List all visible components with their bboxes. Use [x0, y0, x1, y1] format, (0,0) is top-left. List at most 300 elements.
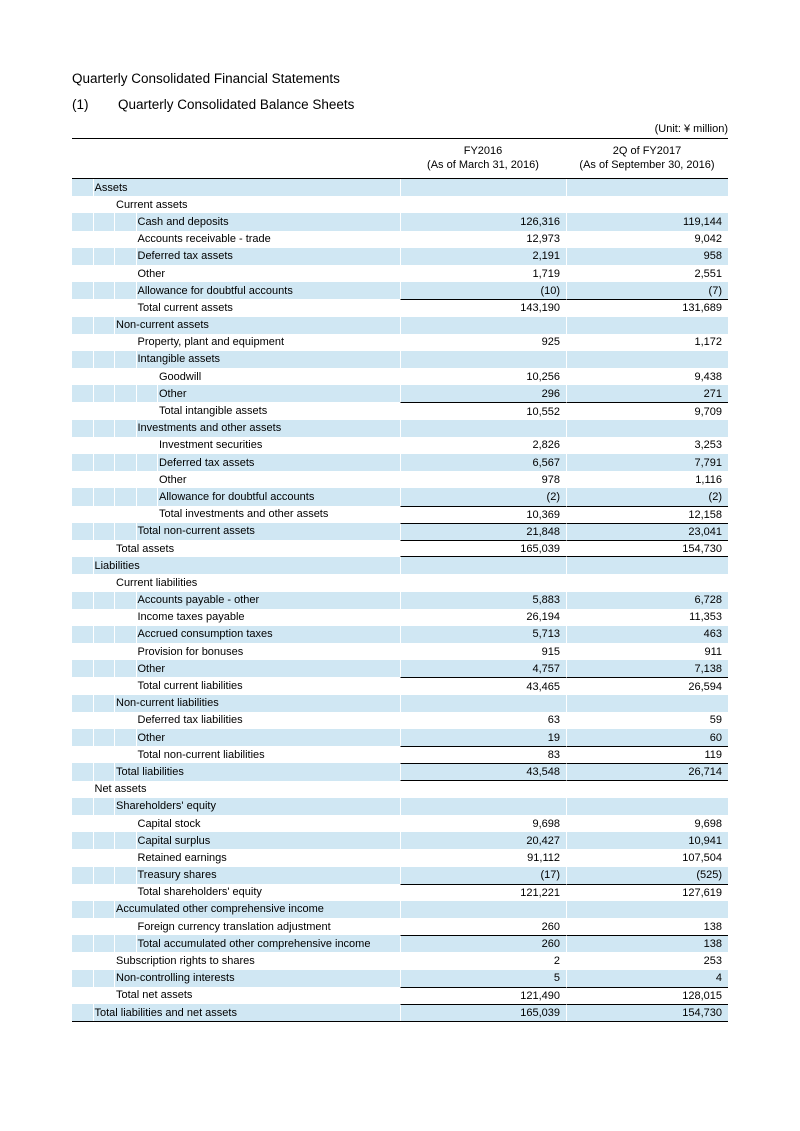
indent-spacer [94, 763, 116, 780]
table-row [72, 334, 728, 351]
indent-spacer [72, 626, 94, 643]
table-row [72, 677, 728, 694]
table-row [72, 746, 728, 763]
indent-spacer [115, 420, 137, 437]
indent-spacer [115, 231, 137, 248]
indent-spacer [94, 471, 116, 488]
indent-spacer [72, 712, 94, 729]
row-label-cell [72, 626, 400, 643]
table-row [72, 781, 728, 798]
indent-spacer [94, 815, 116, 832]
value-2q-fy2017: 107,504 [566, 849, 728, 866]
indent-spacer [72, 746, 94, 763]
row-label: Total shareholders' equity [137, 886, 262, 899]
indent-spacer [94, 643, 116, 660]
row-label-cell [72, 574, 400, 591]
row-label: Total liabilities [116, 765, 184, 778]
value-fy2016: 296 [400, 385, 566, 402]
row-label: Non-current assets [116, 319, 209, 332]
table-row [72, 918, 728, 935]
indent-spacer [94, 420, 116, 437]
row-label-cell [72, 540, 400, 557]
table-row [72, 970, 728, 987]
unit-note: (Unit: ¥ million) [654, 123, 728, 135]
row-label-cell [72, 952, 400, 969]
row-label: Deferred tax assets [159, 456, 255, 469]
indent-spacer [72, 334, 94, 351]
row-label: Total current assets [137, 301, 233, 314]
table-row [72, 763, 728, 780]
indent-spacer [115, 402, 137, 419]
indent-spacer [115, 918, 137, 935]
table-row [72, 402, 728, 419]
table-body [72, 179, 728, 1022]
indent-spacer [72, 677, 94, 694]
indent-spacer [72, 351, 94, 368]
table-row [72, 231, 728, 248]
value-2q-fy2017 [566, 196, 728, 213]
indent-spacer [115, 385, 137, 402]
row-label-cell [72, 351, 400, 368]
row-label-cell [72, 712, 400, 729]
value-fy2016: 10,552 [400, 402, 566, 419]
value-fy2016: 5,883 [400, 592, 566, 609]
document-title: Quarterly Consolidated Financial Statements [72, 71, 340, 86]
indent-spacer [72, 592, 94, 609]
value-2q-fy2017: (7) [566, 282, 728, 299]
row-label-cell [72, 317, 400, 334]
indent-spacer [115, 832, 137, 849]
value-fy2016: 6,567 [400, 454, 566, 471]
value-fy2016 [400, 196, 566, 213]
table-row [72, 523, 728, 540]
row-label-cell [72, 832, 400, 849]
indent-spacer [94, 523, 116, 540]
row-label-cell [72, 884, 400, 901]
indent-spacer [72, 1004, 94, 1021]
row-label-cell [72, 763, 400, 780]
row-label: Capital stock [137, 817, 201, 830]
row-label-cell [72, 402, 400, 419]
indent-spacer [115, 626, 137, 643]
value-2q-fy2017: 6,728 [566, 592, 728, 609]
row-label-cell [72, 660, 400, 677]
row-label-cell [72, 815, 400, 832]
row-label: Accrued consumption taxes [137, 628, 273, 641]
indent-spacer [94, 867, 116, 884]
row-label-cell [72, 592, 400, 609]
indent-spacer [94, 437, 116, 454]
table-row [72, 506, 728, 523]
row-label: Foreign currency translation adjustment [137, 920, 331, 933]
indent-spacer [72, 402, 94, 419]
row-label-cell [72, 609, 400, 626]
row-label: Total assets [116, 542, 175, 555]
indent-spacer [115, 213, 137, 230]
value-fy2016: 260 [400, 935, 566, 952]
table-row [72, 935, 728, 952]
row-label-cell [72, 265, 400, 282]
row-label-cell [72, 334, 400, 351]
indent-spacer [115, 643, 137, 660]
value-fy2016 [400, 317, 566, 334]
row-label-cell [72, 557, 400, 574]
indent-spacer [72, 815, 94, 832]
indent-spacer [72, 918, 94, 935]
indent-spacer [72, 523, 94, 540]
row-label-cell [72, 987, 400, 1004]
row-label-cell [72, 849, 400, 866]
value-fy2016 [400, 798, 566, 815]
indent-spacer [115, 867, 137, 884]
row-label: Other [159, 473, 187, 486]
balance-sheet-table [72, 138, 728, 1022]
table-row [72, 952, 728, 969]
row-label: Current assets [116, 198, 188, 211]
table-row [72, 849, 728, 866]
row-label-cell [72, 385, 400, 402]
table-row [72, 213, 728, 230]
value-fy2016 [400, 420, 566, 437]
indent-spacer [94, 506, 116, 523]
indent-spacer [115, 592, 137, 609]
table-row [72, 368, 728, 385]
table-row [72, 248, 728, 265]
value-fy2016: 19 [400, 729, 566, 746]
row-label-cell [72, 454, 400, 471]
row-label: Other [137, 731, 166, 744]
indent-spacer [94, 695, 116, 712]
value-fy2016: 925 [400, 334, 566, 351]
indent-spacer [72, 385, 94, 402]
row-label: Total investments and other assets [159, 508, 329, 521]
indent-spacer [72, 420, 94, 437]
row-label: Other [137, 267, 166, 280]
indent-spacer [72, 265, 94, 282]
row-label: Cash and deposits [137, 215, 229, 228]
row-label: Provision for bonuses [137, 645, 244, 658]
value-fy2016: 121,221 [400, 884, 566, 901]
value-fy2016: 20,427 [400, 832, 566, 849]
indent-spacer [94, 196, 116, 213]
table-header [72, 138, 728, 179]
value-fy2016: (2) [400, 488, 566, 505]
row-label-cell [72, 798, 400, 815]
indent-spacer [94, 832, 116, 849]
value-2q-fy2017 [566, 179, 728, 196]
table-row [72, 488, 728, 505]
row-label-cell [72, 437, 400, 454]
row-label: Accounts receivable - trade [137, 233, 271, 246]
indent-spacer [94, 987, 116, 1004]
indent-spacer [72, 781, 94, 798]
value-fy2016 [400, 557, 566, 574]
value-2q-fy2017: 7,791 [566, 454, 728, 471]
row-label-cell [72, 368, 400, 385]
indent-spacer [115, 265, 137, 282]
indent-spacer [72, 488, 94, 505]
indent-spacer [115, 523, 137, 540]
row-label: Investments and other assets [137, 422, 282, 435]
row-label: Total non-current assets [137, 525, 255, 538]
row-label-cell [72, 299, 400, 316]
row-label-cell [72, 695, 400, 712]
value-fy2016: 63 [400, 712, 566, 729]
row-label-cell [72, 179, 400, 196]
value-2q-fy2017: 2,551 [566, 265, 728, 282]
row-label: Non-controlling interests [116, 972, 235, 985]
indent-spacer [94, 574, 116, 591]
row-label-cell [72, 781, 400, 798]
row-label: Deferred tax liabilities [137, 714, 243, 727]
value-2q-fy2017 [566, 798, 728, 815]
table-row [72, 815, 728, 832]
row-label: Total accumulated other comprehensive income [137, 937, 371, 950]
value-fy2016: (17) [400, 867, 566, 884]
table-row [72, 317, 728, 334]
value-2q-fy2017: 253 [566, 952, 728, 969]
indent-spacer [94, 265, 116, 282]
table-row [72, 351, 728, 368]
column-header-2q-fy2017 [566, 144, 728, 172]
row-label: Allowance for doubtful accounts [137, 284, 293, 297]
table-row [72, 987, 728, 1004]
value-fy2016: 91,112 [400, 849, 566, 866]
indent-spacer [115, 609, 137, 626]
value-2q-fy2017: 12,158 [566, 506, 728, 523]
indent-spacer [94, 729, 116, 746]
row-label-cell [72, 506, 400, 523]
indent-spacer [94, 935, 116, 952]
indent-spacer [72, 317, 94, 334]
value-fy2016: 165,039 [400, 1004, 566, 1021]
value-fy2016 [400, 901, 566, 918]
indent-spacer [72, 729, 94, 746]
section-title: Quarterly Consolidated Balance Sheets [118, 97, 355, 112]
indent-spacer [115, 437, 137, 454]
value-fy2016: 165,039 [400, 540, 566, 557]
value-fy2016: 1,719 [400, 265, 566, 282]
value-fy2016: 126,316 [400, 213, 566, 230]
value-fy2016: (10) [400, 282, 566, 299]
row-label: Assets [94, 181, 128, 194]
value-2q-fy2017: 154,730 [566, 1004, 728, 1021]
indent-spacer [94, 712, 116, 729]
table-row [72, 832, 728, 849]
table-row [72, 884, 728, 901]
indent-spacer [72, 832, 94, 849]
table-row [72, 867, 728, 884]
table-row [72, 609, 728, 626]
row-label-cell [72, 867, 400, 884]
indent-spacer [72, 763, 94, 780]
indent-spacer [137, 402, 159, 419]
value-fy2016: 2,826 [400, 437, 566, 454]
value-fy2016: 143,190 [400, 299, 566, 316]
indent-spacer [94, 488, 116, 505]
value-2q-fy2017: 4 [566, 970, 728, 987]
row-label-cell [72, 935, 400, 952]
row-label-cell [72, 213, 400, 230]
indent-spacer [94, 952, 116, 969]
indent-spacer [72, 849, 94, 866]
indent-spacer [137, 506, 159, 523]
row-label: Accounts payable - other [137, 594, 260, 607]
table-row [72, 729, 728, 746]
indent-spacer [115, 351, 137, 368]
value-2q-fy2017: 154,730 [566, 540, 728, 557]
indent-spacer [94, 746, 116, 763]
indent-spacer [94, 918, 116, 935]
indent-spacer [72, 179, 94, 196]
indent-spacer [115, 729, 137, 746]
table-row [72, 196, 728, 213]
row-label: Other [159, 387, 187, 400]
value-2q-fy2017 [566, 781, 728, 798]
indent-spacer [115, 815, 137, 832]
indent-spacer [137, 488, 159, 505]
indent-spacer [115, 334, 137, 351]
value-fy2016: 121,490 [400, 987, 566, 1004]
indent-spacer [94, 970, 116, 987]
value-2q-fy2017: 9,709 [566, 402, 728, 419]
indent-spacer [137, 437, 159, 454]
row-label: Goodwill [159, 370, 202, 383]
indent-spacer [94, 626, 116, 643]
value-2q-fy2017 [566, 695, 728, 712]
section-heading [72, 96, 728, 113]
indent-spacer [115, 884, 137, 901]
indent-spacer [72, 196, 94, 213]
row-label: Liabilities [94, 559, 140, 572]
table-row [72, 454, 728, 471]
indent-spacer [94, 248, 116, 265]
indent-spacer [115, 746, 137, 763]
indent-spacer [72, 471, 94, 488]
indent-spacer [94, 282, 116, 299]
row-label: Subscription rights to shares [116, 955, 255, 968]
indent-spacer [72, 609, 94, 626]
section-number: (1) [72, 97, 89, 112]
value-fy2016 [400, 574, 566, 591]
table-row [72, 540, 728, 557]
row-label: Non-current liabilities [116, 697, 219, 710]
table-row [72, 1004, 728, 1021]
column-header-fy2016-line2: (As of March 31, 2016) [427, 159, 539, 171]
table-row [72, 265, 728, 282]
value-fy2016: 915 [400, 643, 566, 660]
row-label-cell [72, 729, 400, 746]
indent-spacer [72, 952, 94, 969]
indent-spacer [94, 317, 116, 334]
indent-spacer [72, 454, 94, 471]
indent-spacer [137, 471, 159, 488]
value-2q-fy2017: 23,041 [566, 523, 728, 540]
value-fy2016 [400, 179, 566, 196]
indent-spacer [115, 248, 137, 265]
indent-spacer [115, 368, 137, 385]
table-row [72, 712, 728, 729]
value-2q-fy2017 [566, 317, 728, 334]
indent-spacer [137, 454, 159, 471]
value-2q-fy2017: 10,941 [566, 832, 728, 849]
value-2q-fy2017: 26,714 [566, 763, 728, 780]
table-row [72, 385, 728, 402]
indent-spacer [94, 609, 116, 626]
indent-spacer [72, 557, 94, 574]
table-row [72, 420, 728, 437]
row-label-cell [72, 488, 400, 505]
row-label-cell [72, 248, 400, 265]
indent-spacer [72, 282, 94, 299]
column-header-fy2016-line1: FY2016 [463, 145, 503, 157]
row-label-cell [72, 643, 400, 660]
indent-spacer [115, 506, 137, 523]
column-header-fy2016 [400, 144, 566, 172]
value-2q-fy2017 [566, 351, 728, 368]
value-2q-fy2017: 59 [566, 712, 728, 729]
value-fy2016 [400, 695, 566, 712]
value-2q-fy2017: 9,698 [566, 815, 728, 832]
column-header-2q-fy2017-line1: 2Q of FY2017 [612, 145, 682, 157]
value-2q-fy2017: 958 [566, 248, 728, 265]
indent-spacer [94, 402, 116, 419]
value-2q-fy2017: 131,689 [566, 299, 728, 316]
table-row [72, 299, 728, 316]
indent-spacer [72, 884, 94, 901]
row-label: Income taxes payable [137, 611, 245, 624]
indent-spacer [94, 213, 116, 230]
value-2q-fy2017: 138 [566, 918, 728, 935]
indent-spacer [94, 299, 116, 316]
indent-spacer [94, 798, 116, 815]
row-label: Total intangible assets [159, 405, 268, 418]
row-label-cell [72, 471, 400, 488]
indent-spacer [72, 540, 94, 557]
row-label: Treasury shares [137, 869, 217, 882]
indent-spacer [72, 970, 94, 987]
indent-spacer [72, 867, 94, 884]
value-2q-fy2017: 7,138 [566, 660, 728, 677]
indent-spacer [72, 643, 94, 660]
indent-spacer [115, 677, 137, 694]
indent-spacer [72, 299, 94, 316]
row-label: Property, plant and equipment [137, 336, 285, 349]
value-fy2016: 26,194 [400, 609, 566, 626]
table-row [72, 574, 728, 591]
row-label-cell [72, 677, 400, 694]
value-fy2016: 2 [400, 952, 566, 969]
value-fy2016: 43,465 [400, 677, 566, 694]
row-label: Allowance for doubtful accounts [159, 490, 315, 503]
indent-spacer [115, 299, 137, 316]
indent-spacer [94, 231, 116, 248]
indent-spacer [72, 437, 94, 454]
row-label: Current liabilities [116, 576, 198, 589]
indent-spacer [72, 935, 94, 952]
indent-spacer [94, 454, 116, 471]
row-label: Total net assets [116, 989, 193, 1002]
indent-spacer [72, 248, 94, 265]
value-2q-fy2017: 463 [566, 626, 728, 643]
table-row [72, 901, 728, 918]
value-fy2016: 5 [400, 970, 566, 987]
value-2q-fy2017: 271 [566, 385, 728, 402]
value-fy2016: 10,256 [400, 368, 566, 385]
value-2q-fy2017: 138 [566, 935, 728, 952]
row-label-cell [72, 420, 400, 437]
value-2q-fy2017: 119,144 [566, 213, 728, 230]
